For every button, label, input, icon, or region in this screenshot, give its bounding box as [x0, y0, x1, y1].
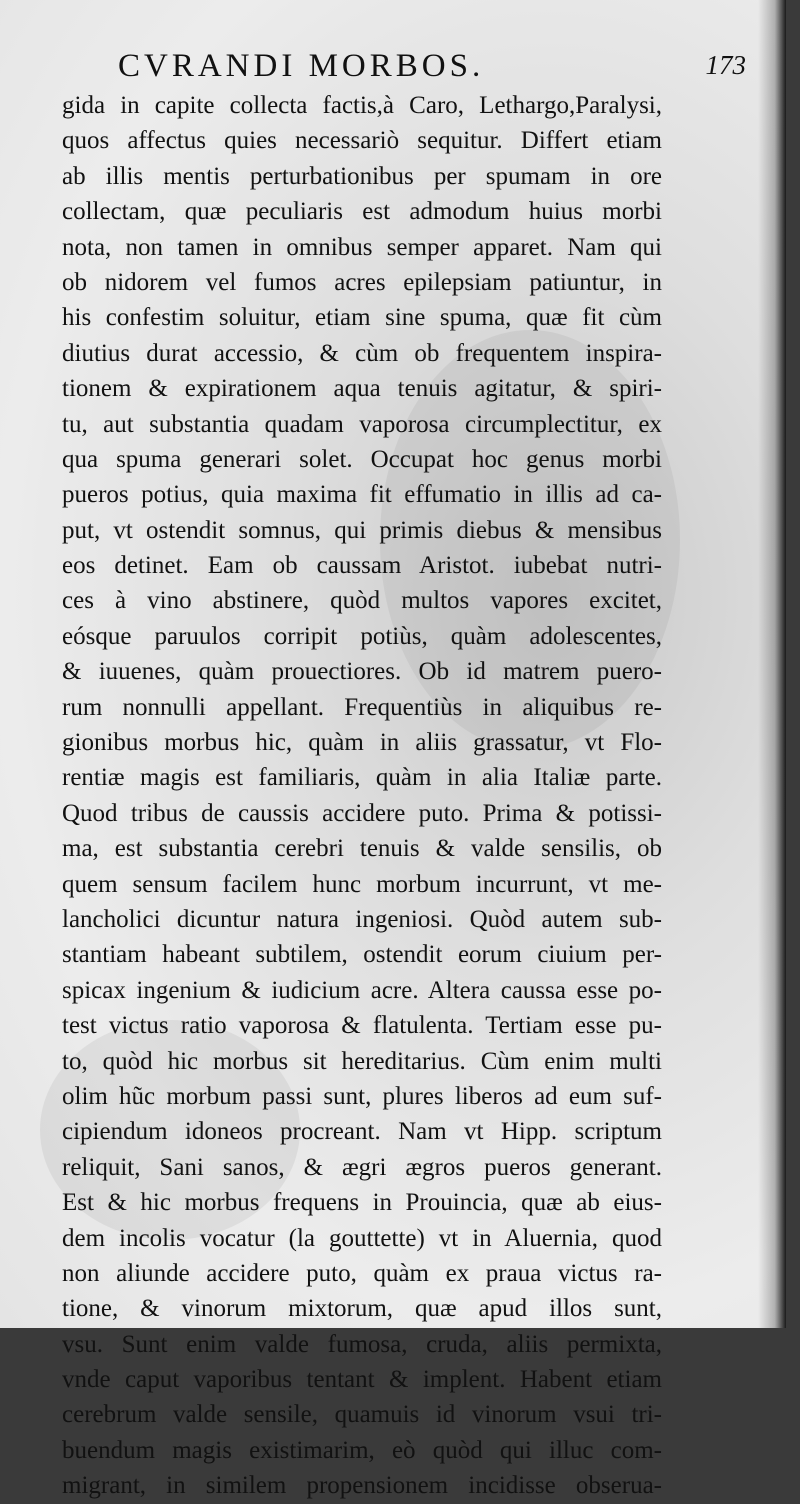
text-line: vnde caput vaporibus tentant & implent. Habent etiam — [62, 1366, 662, 1394]
text-line: Est & hic morbus frequens in Prouincia, quæ ab eius- — [62, 1189, 662, 1217]
text-line: ob nidorem vel fumos acres epilepsiam patiuntur, in — [62, 268, 662, 296]
text-line: buendum magis existimarim, eò quòd qui illuc com- — [62, 1436, 662, 1464]
text-line: his confestim soluitur, etiam sine spuma, quæ fit cùm — [62, 304, 662, 332]
text-line: eósque paruulos corripit potiùs, quàm adolescentes, — [62, 622, 662, 650]
text-line: diutius durat accessio, & cùm ob frequentem inspira- — [62, 339, 662, 367]
text-line: ma, est substantia cerebri tenuis & valde sensilis, ob — [62, 835, 662, 863]
text-line: gida in capite collecta factis,à Caro, Lethargo,Paralysi, — [62, 92, 662, 119]
text-line: Quod tribus de caussis accidere puto. Prima & potissi- — [62, 799, 662, 827]
page-edge-shadow — [758, 0, 786, 1328]
text-line: quem sensum facilem hunc morbum incurrunt, vt me- — [62, 870, 662, 898]
text-line: nota, non tamen in omnibus semper apparet. Nam qui — [62, 233, 662, 261]
text-line: tu, aut substantia quadam vaporosa circumplectitur, ex — [62, 410, 662, 438]
text-line: pueros potius, quia maxima fit effumatio in illis ad ca- — [62, 481, 662, 509]
text-line: vsu. Sunt enim valde fumosa, cruda, aliis permixta, — [62, 1330, 662, 1358]
text-line: tione, & vinorum mixtorum, quæ apud illos sunt, — [62, 1295, 662, 1323]
text-line: eos detinet. Eam ob caussam Aristot. iubebat nutri- — [62, 552, 662, 580]
page-header — [118, 48, 746, 88]
text-line: qua spuma generari solet. Occupat hoc genus morbi — [62, 445, 662, 473]
text-line: collectam, quæ peculiaris est admodum huius morbi — [62, 198, 662, 226]
text-line: rum nonnulli appellant. Frequentiùs in aliquibus re- — [62, 693, 662, 721]
text-line: reliquit, Sani sanos, & ægri ægros pueros generant. — [62, 1153, 662, 1181]
text-line: ces à vino abstinere, quòd multos vapores excitet, — [62, 587, 662, 615]
text-line: cerebrum valde sensile, quamuis id vinorum vsui tri- — [62, 1401, 662, 1429]
running-title: CVRANDI MORBOS. — [118, 48, 485, 84]
text-line: olim hũc morbum passi sunt, plures liberos ad eum suf- — [62, 1082, 662, 1110]
text-line: ab illis mentis perturbationibus per spumam in ore — [62, 162, 662, 190]
text-line: stantiam habeant subtilem, ostendit eorum ciuium per- — [62, 941, 662, 969]
page-number: 173 — [705, 50, 746, 80]
text-line: spicax ingenium & iudicium acre. Altera caussa esse po- — [62, 976, 662, 1004]
text-line: quos affectus quies necessariò sequitur. Differt etiam — [62, 127, 662, 155]
text-line: tionem & expirationem aqua tenuis agitatur, & spiri- — [62, 375, 662, 403]
text-line: non aliunde accidere puto, quàm ex praua victus ra- — [62, 1259, 662, 1287]
text-line: dem incolis vocatur (la gouttette) vt in Aluernia, quod — [62, 1224, 662, 1252]
text-line: lancholici dicuntur natura ingeniosi. Quòd autem sub- — [62, 905, 662, 933]
text-line: put, vt ostendit somnus, qui primis diebus & mensibus — [62, 516, 662, 544]
text-line: migrant, in similem propensionem incidisse obserua- — [62, 1472, 662, 1500]
text-line: rentiæ magis est familiaris, quàm in alia Italiæ parte. — [62, 764, 662, 792]
text-line: to, quòd hic morbus sit hereditarius. Cùm enim multi — [62, 1047, 662, 1075]
body-text — [62, 88, 662, 1504]
text-line: test victus ratio vaporosa & flatulenta. Tertiam esse pu- — [62, 1012, 662, 1040]
text-line: & iuuenes, quàm prouectiores. Ob id matrem puero- — [62, 658, 662, 686]
text-line: gionibus morbus hic, quàm in aliis grassatur, vt Flo- — [62, 729, 662, 757]
text-line: cipiendum idoneos procreant. Nam vt Hipp. scriptum — [62, 1118, 662, 1146]
